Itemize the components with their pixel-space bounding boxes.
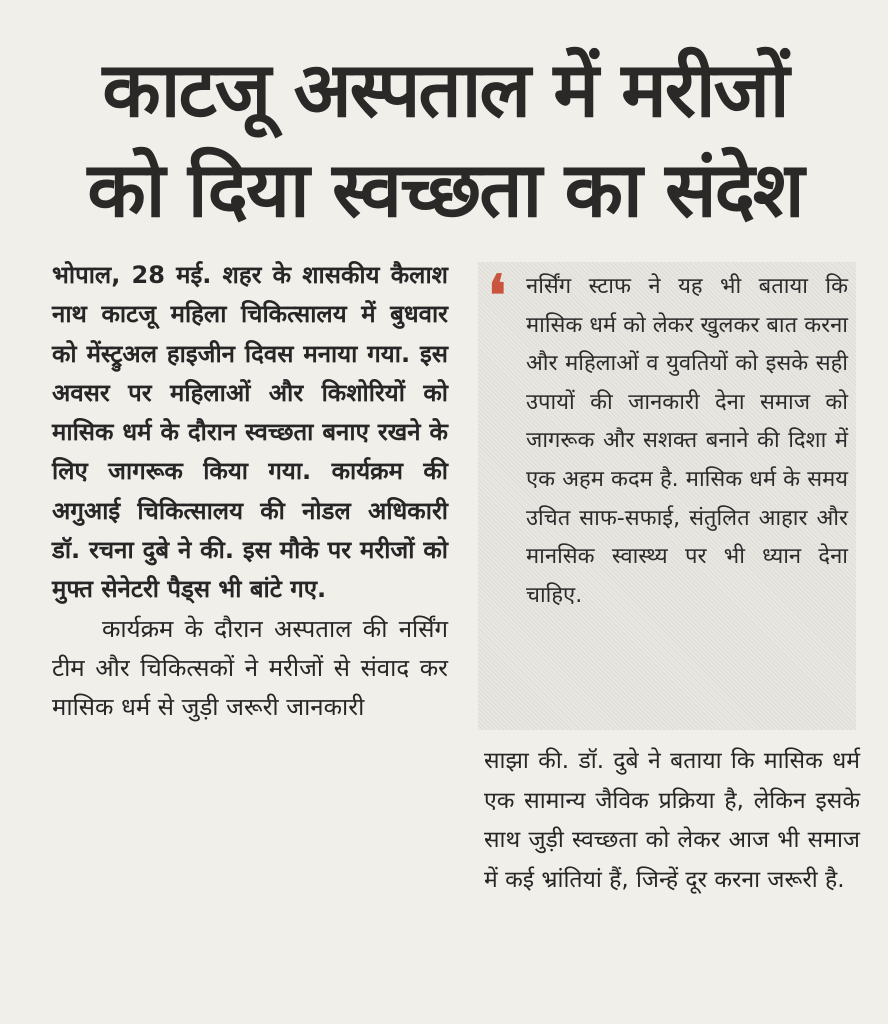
right-column-paragraph: साझा की. डॉ. दुबे ने बताया कि मासिक धर्म एक सामान्य जैविक प्रक्रिया है, लेकिन इसके साथ जुड़ी स्वच्छता को लेकर आज भी समाज में कई भ्रांतियां हैं, जिन्हें दूर करना जरूरी है. [484,748,860,893]
headline [40,40,850,240]
quote-box [478,262,856,730]
headline-line-1: काटजू अस्पताल में मरीजों [102,45,788,134]
left-paragraph-1: भोपाल, 28 मई. शहर के शासकीय कैलाश नाथ काटजू महिला चिकित्सालय में बुधवार को मेंस्ट्रुअल हाइजीन दिवस मनाया गया. इस अवसर पर महिलाओं और किशोरियों को मासिक धर्म के दौरान स्वच्छता बनाए रखने के लिए जागरूक किया गया. कार्यक्रम की अगुआई चिकित्सालय की नोडल अधिकारी डॉ. रचना दुबे ने की. इस मौके पर मरीजों को मुफ्त सेनेटरी पैड्स भी बांटे गए. [52,261,448,604]
quote-mark-icon: ❛ [488,263,507,329]
headline-line-2: को दिया स्वच्छता का संदेश [87,145,803,234]
left-column [52,256,448,728]
left-paragraph-2: कार्यक्रम के दौरान अस्पताल की नर्सिंग टीम और चिकित्सकों ने मरीजों से संवाद कर मासिक धर्म से जुड़ी जरूरी जानकारी [52,614,448,722]
quote-text: नर्सिंग स्टाफ ने यह भी बताया कि मासिक धर्म को लेकर खुलकर बात करना और महिलाओं व युवतियों को इसके सही उपायों की जानकारी देना समाज को जागरूक और सशक्त बनाने की दिशा में एक अहम कदम है. मासिक धर्म के समय उचित साफ-सफाई, संतुलित आहार और मानसिक स्वास्थ्य पर भी ध्यान देना चाहिए. [526,274,848,608]
